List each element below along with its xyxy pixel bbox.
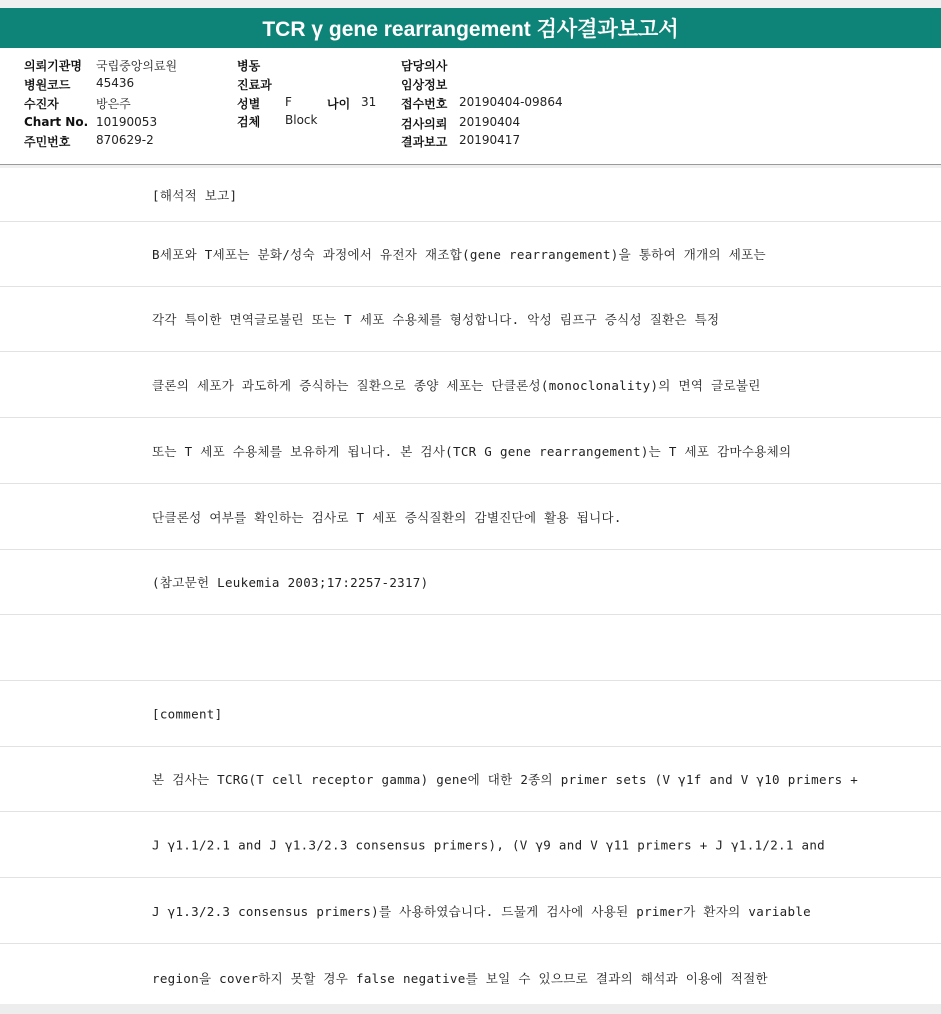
report-line <box>0 222 941 287</box>
doctor-label: 담당의사 <box>401 59 448 73</box>
report-line <box>0 945 941 1004</box>
age-label: 나이 <box>327 97 351 111</box>
clinical-info-label: 임상정보 <box>401 78 448 92</box>
ward-label: 병동 <box>237 59 261 73</box>
report-line <box>0 485 941 550</box>
result-date-value: 20190417 <box>459 133 521 147</box>
report-line-text: 단클론성 여부를 확인하는 검사로 T 세포 증식질환의 감별진단에 활용 됩니다. <box>152 510 622 525</box>
report-line-text: 각각 특이한 면역글로불린 또는 T 세포 수용체를 형성합니다. 악성 림프구 증식성 질환은 특정 <box>152 312 720 327</box>
report-line <box>0 747 941 812</box>
specimen-label: 검체 <box>237 115 261 129</box>
report-line-text: [comment] <box>152 706 223 722</box>
request-date-value: 20190404 <box>459 115 521 129</box>
report-line <box>0 353 941 418</box>
examinee-value: 방은주 <box>96 97 131 111</box>
patient-info-panel <box>0 48 941 165</box>
report-line-text: [해석적 보고] <box>152 187 238 203</box>
chart-no-label: Chart No. <box>24 115 89 129</box>
specimen-value: Block <box>285 113 318 127</box>
resident-no-value: 870629-2 <box>96 133 154 147</box>
report-body <box>0 168 941 1004</box>
hospital-code-label: 병원코드 <box>24 78 71 92</box>
receipt-no-label: 접수번호 <box>401 97 448 111</box>
resident-no-label: 주민번호 <box>24 135 71 149</box>
report-line-text: J γ1.3/2.3 consensus primers)를 사용하였습니다. 드물게 검사에 사용된 primer가 환자의 variable <box>152 904 811 919</box>
report-line-text: (참고문헌 Leukemia 2003;17:2257-2317) <box>152 575 429 590</box>
institution-value: 국립중앙의료원 <box>96 59 178 73</box>
sex-value: F <box>285 95 292 109</box>
report-line <box>0 419 941 484</box>
chart-no-value: 10190053 <box>96 115 158 129</box>
receipt-no-value: 20190404-09864 <box>459 95 563 109</box>
report-line-text: B세포와 T세포는 분화/성숙 과정에서 유전자 재조합(gene rearrangement)을 통하여 개개의 세포는 <box>152 247 766 262</box>
hospital-code-value: 45436 <box>96 76 135 90</box>
report-line <box>0 813 941 878</box>
report-line <box>0 682 941 747</box>
report-line <box>0 168 941 222</box>
request-date-label: 검사의뢰 <box>401 117 448 131</box>
report-line <box>0 287 941 352</box>
report-title: TCR γ gene rearrangement 검사결과보고서 <box>262 18 679 41</box>
report-line-text: 본 검사는 TCRG(T cell receptor gamma) gene에 대한 2종의 primer sets (V γ1f and V γ10 primers + <box>152 772 859 787</box>
sex-label: 성별 <box>237 97 261 111</box>
department-label: 진료과 <box>237 78 272 92</box>
report-line-text: region을 cover하지 못할 경우 false negative를 보일 수 있으므로 결과의 해석과 이용에 적절한 <box>152 970 768 986</box>
age-value: 31 <box>361 95 377 109</box>
report-line-text: J γ1.1/2.1 and J γ1.3/2.3 consensus primers), (V γ9 and V γ11 primers + J γ1.1/2.1 and <box>152 837 826 853</box>
report-line <box>0 879 941 944</box>
report-line-text: 클론의 세포가 과도하게 증식하는 질환으로 종양 세포는 단클론성(monoclonality)의 면역 글로불린 <box>152 378 761 393</box>
bottom-strip <box>0 1004 942 1014</box>
report-line <box>0 550 941 615</box>
report-line <box>0 616 941 681</box>
report-line-text: 또는 T 세포 수용체를 보유하게 됩니다. 본 검사(TCR G gene rearrangement)는 T 세포 감마수용체의 <box>152 444 792 459</box>
report-title-bar <box>0 8 941 49</box>
institution-label: 의뢰기관명 <box>24 59 82 73</box>
examinee-label: 수진자 <box>24 97 59 111</box>
result-date-label: 결과보고 <box>401 135 448 149</box>
